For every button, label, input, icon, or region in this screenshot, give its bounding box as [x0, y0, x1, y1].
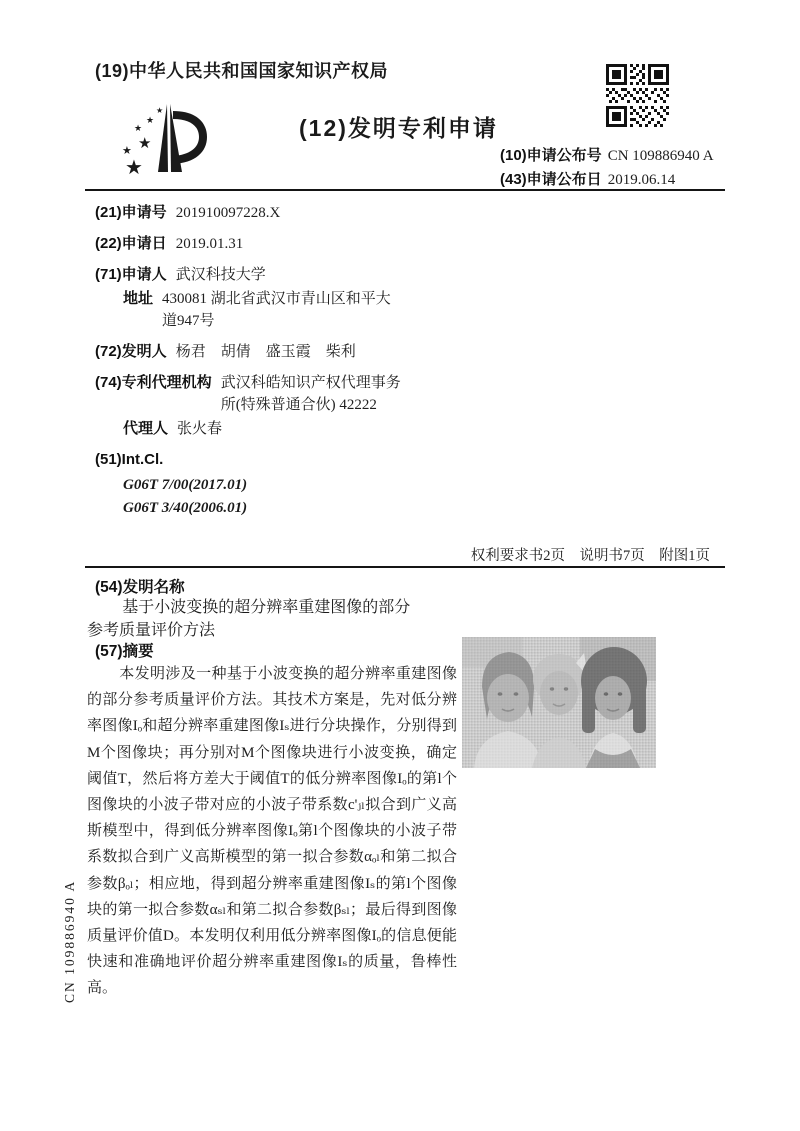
qr-code-icon	[606, 64, 669, 127]
intcl-label: (51)Int.Cl.	[95, 451, 164, 468]
cnipa-logo-icon	[115, 100, 215, 190]
agent-row	[123, 418, 475, 440]
invention-title: 基于小波变换的超分辨率重建图像的部分参考质量评价方法	[87, 599, 411, 639]
section-divider	[85, 566, 725, 568]
abstract-figure-photo	[462, 637, 656, 768]
address-value: 430081 湖北省武汉市青山区和平大道947号	[162, 291, 391, 329]
intcl-row	[95, 449, 475, 471]
agency-value: 武汉科皓知识产权代理事务所(特殊普通合伙) 42222	[220, 375, 401, 413]
header-divider	[85, 189, 725, 191]
applicant-row	[95, 264, 475, 286]
abstract-label: (57)摘要	[95, 643, 154, 660]
svg-text:★: ★	[125, 155, 143, 179]
application-date-row	[95, 233, 475, 255]
invention-title-label: (54)发明名称	[95, 579, 185, 596]
pub-date-label: (43)申请公布日	[500, 171, 602, 188]
publication-number-line	[500, 144, 714, 168]
pub-no-label: (10)申请公布号	[500, 147, 602, 164]
svg-text:★: ★	[122, 144, 132, 157]
applicant-label: (71)申请人	[95, 266, 167, 283]
agent-label: 代理人	[123, 420, 169, 437]
inventors-row	[95, 341, 475, 363]
app-date-value: 2019.01.31	[175, 236, 244, 252]
agent-value: 张火春	[177, 421, 223, 437]
app-no-value: 201910097228.X	[175, 205, 281, 221]
agency-label: (74)专利代理机构	[95, 374, 212, 391]
pages-info: 权利要求书2页 说明书7页 附图1页	[470, 548, 710, 564]
svg-text:★: ★	[138, 134, 152, 152]
svg-text:★: ★	[156, 106, 164, 115]
intcl-class-2: G06T 3/40(2006.01)	[123, 500, 248, 516]
office-name: (19)中华人民共和国国家知识产权局	[95, 61, 389, 81]
svg-text:★: ★	[146, 116, 155, 126]
bibliographic-data	[95, 202, 475, 520]
svg-text:★: ★	[134, 124, 143, 134]
inventors-label: (72)发明人	[95, 343, 167, 360]
publication-info	[500, 144, 714, 192]
pub-date-value: 2019.06.14	[607, 172, 676, 188]
intcl-class-1: G06T 7/00(2017.01)	[123, 477, 248, 493]
pub-no-value: CN 109886940 A	[607, 148, 714, 164]
address-label: 地址	[123, 290, 154, 307]
applicant-value: 武汉科技大学	[175, 267, 266, 283]
abstract-text: 本发明涉及一种基于小波变换的超分辨率重建图像的部分参考质量评价方法。其技术方案是，先对低分辨率图像Iₒ和超分辨率重建图像Iₛ进行分块操作，分别得到M个图像块；再分别对M个图像块进行小波变换，确定阈值T，然后将方差大于阈值T的低分辨率图像Iₒ的第l个图像块的小波子带对应的小波子带系数c'ⱼₗ拟合到广义高斯模型中，得到低分辨率图像Iₒ第l个图像块的小波子带系数拟合到广义高斯模型的第一拟合参数αₒₗ和第二拟合参数βₒₗ；相应地，得到超分辨率重建图像Iₛ的第l个图像块的第一拟合参数αₛₗ和第二拟合参数βₛₗ；最后得到图像质量评价值D。本发明仅利用低分辨率图像Iₒ的信息便能快速和准确地评价超分辨率重建图像Iₛ的质量，鲁棒性高。	[87, 666, 457, 997]
address-row	[123, 288, 475, 332]
application-number-row	[95, 202, 475, 224]
inventors-value: 杨君 胡倩 盛玉霞 柴利	[175, 344, 356, 360]
side-publication-number: CN 109886940 A	[62, 879, 77, 1003]
app-date-label: (22)申请日	[95, 235, 167, 252]
app-no-label: (21)申请号	[95, 204, 167, 221]
doc-type-title: (12)发明专利申请	[299, 115, 498, 141]
agency-row	[95, 372, 475, 416]
